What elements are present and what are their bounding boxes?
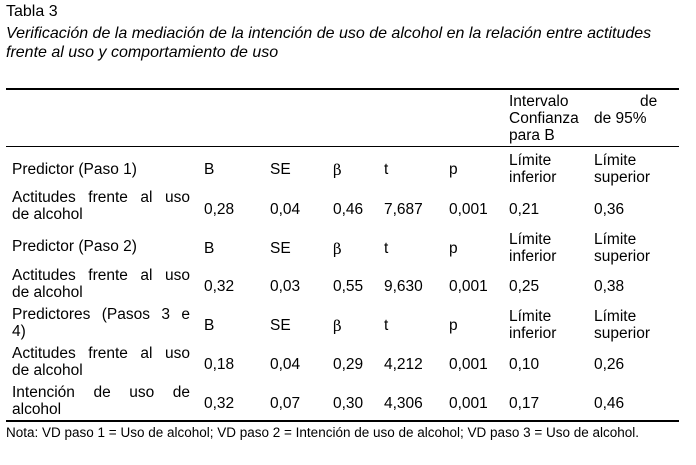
row4-label-line1: Actitudes frente al uso <box>12 267 190 284</box>
row7-col-p: 0,001 <box>449 395 488 412</box>
row2-label-line2: de alcohol <box>12 206 83 223</box>
row6-col-lower: 0,10 <box>509 356 540 373</box>
row3-col-t: t <box>384 240 389 257</box>
row3-predictor-label: Predictor (Paso 2) <box>12 238 137 255</box>
ci-header-line2-left: Confianza <box>509 110 579 127</box>
row2-col-se: 0,04 <box>270 201 301 218</box>
table-note: Nota: VD paso 1 = Uso de alcohol; VD paso 2 = Intención de uso de alcohol; VD paso 3 = Uso de alcohol. <box>6 425 640 440</box>
row1-col-t: t <box>384 161 389 178</box>
row7-col-upper: 0,46 <box>594 395 625 412</box>
row5-col-p: p <box>449 317 458 334</box>
row4-col-p: 0,001 <box>449 278 488 295</box>
row5-col-lower: Límite inferior <box>509 308 557 342</box>
row5-label-line1: Predictores (Pasos 3 e <box>12 306 190 323</box>
ci-header-line1-left: Intervalo <box>509 93 569 110</box>
row1-col-se: SE <box>270 161 291 178</box>
row2-col-b: 0,28 <box>204 201 235 218</box>
row2-label-line1: Actitudes frente al uso <box>12 189 190 206</box>
row4-col-lower: 0,25 <box>509 278 540 295</box>
bottom-rule <box>6 420 679 422</box>
header-rule <box>6 146 679 147</box>
row4-label-line2: de alcohol <box>12 284 83 301</box>
row6-label-line1: Actitudes frente al uso <box>12 345 190 362</box>
row3-col-p: p <box>449 240 458 257</box>
row6-col-t: 4,212 <box>384 356 423 373</box>
row1-col-lower: Límite inferior <box>509 152 557 186</box>
ci-header-line1-right: de <box>640 93 658 110</box>
row1-col-beta: β <box>333 161 342 179</box>
row5-col-upper: Límite superior <box>594 308 650 342</box>
row5-col-t: t <box>384 317 389 334</box>
row2-col-p: 0,001 <box>449 201 488 218</box>
row5-label-line2: 4) <box>12 323 26 340</box>
row6-col-p: 0,001 <box>449 356 488 373</box>
row1-predictor-label: Predictor (Paso 1) <box>12 161 137 178</box>
top-rule <box>6 88 679 90</box>
row6-col-upper: 0,26 <box>594 356 625 373</box>
row4-col-upper: 0,38 <box>594 278 625 295</box>
row1-col-p: p <box>449 161 458 178</box>
row1-col-b: B <box>204 161 215 178</box>
row2-col-beta: 0,46 <box>333 201 364 218</box>
row1-col-upper: Límite superior <box>594 152 650 186</box>
row3-col-se: SE <box>270 240 291 257</box>
row7-col-beta: 0,30 <box>333 395 364 412</box>
row7-col-b: 0,32 <box>204 395 235 412</box>
table-subtitle: Verificación de la mediación de la intención de uso de alcohol en la relación entre actitudes frente al uso y comportamiento de uso <box>6 25 652 61</box>
row6-label-line2: de alcohol <box>12 362 83 379</box>
row3-col-b: B <box>204 240 215 257</box>
table-title: Tabla 3 <box>6 3 58 20</box>
ci-header-line3: para B <box>509 127 555 144</box>
row3-col-beta: β <box>333 240 342 258</box>
row7-col-lower: 0,17 <box>509 395 540 412</box>
row6-col-beta: 0,29 <box>333 356 364 373</box>
row5-col-beta: β <box>333 317 342 335</box>
row5-col-b: B <box>204 317 215 334</box>
row4-col-b: 0,32 <box>204 278 235 295</box>
row7-col-se: 0,07 <box>270 395 301 412</box>
row7-label-line2: alcohol <box>12 401 62 418</box>
row7-col-t: 4,306 <box>384 395 423 412</box>
row5-col-se: SE <box>270 317 291 334</box>
row3-col-upper: Límite superior <box>594 231 650 265</box>
row6-col-se: 0,04 <box>270 356 301 373</box>
row7-label-line1: Intención de uso de <box>12 384 190 401</box>
row4-col-beta: 0,55 <box>333 278 364 295</box>
row2-col-upper: 0,36 <box>594 201 625 218</box>
row2-col-t: 7,687 <box>384 201 423 218</box>
row6-col-b: 0,18 <box>204 356 235 373</box>
ci-header-line2-right: de 95% <box>594 110 647 127</box>
row4-col-se: 0,03 <box>270 278 301 295</box>
row4-col-t: 9,630 <box>384 278 423 295</box>
row2-col-lower: 0,21 <box>509 201 540 218</box>
row3-col-lower: Límite inferior <box>509 231 557 265</box>
